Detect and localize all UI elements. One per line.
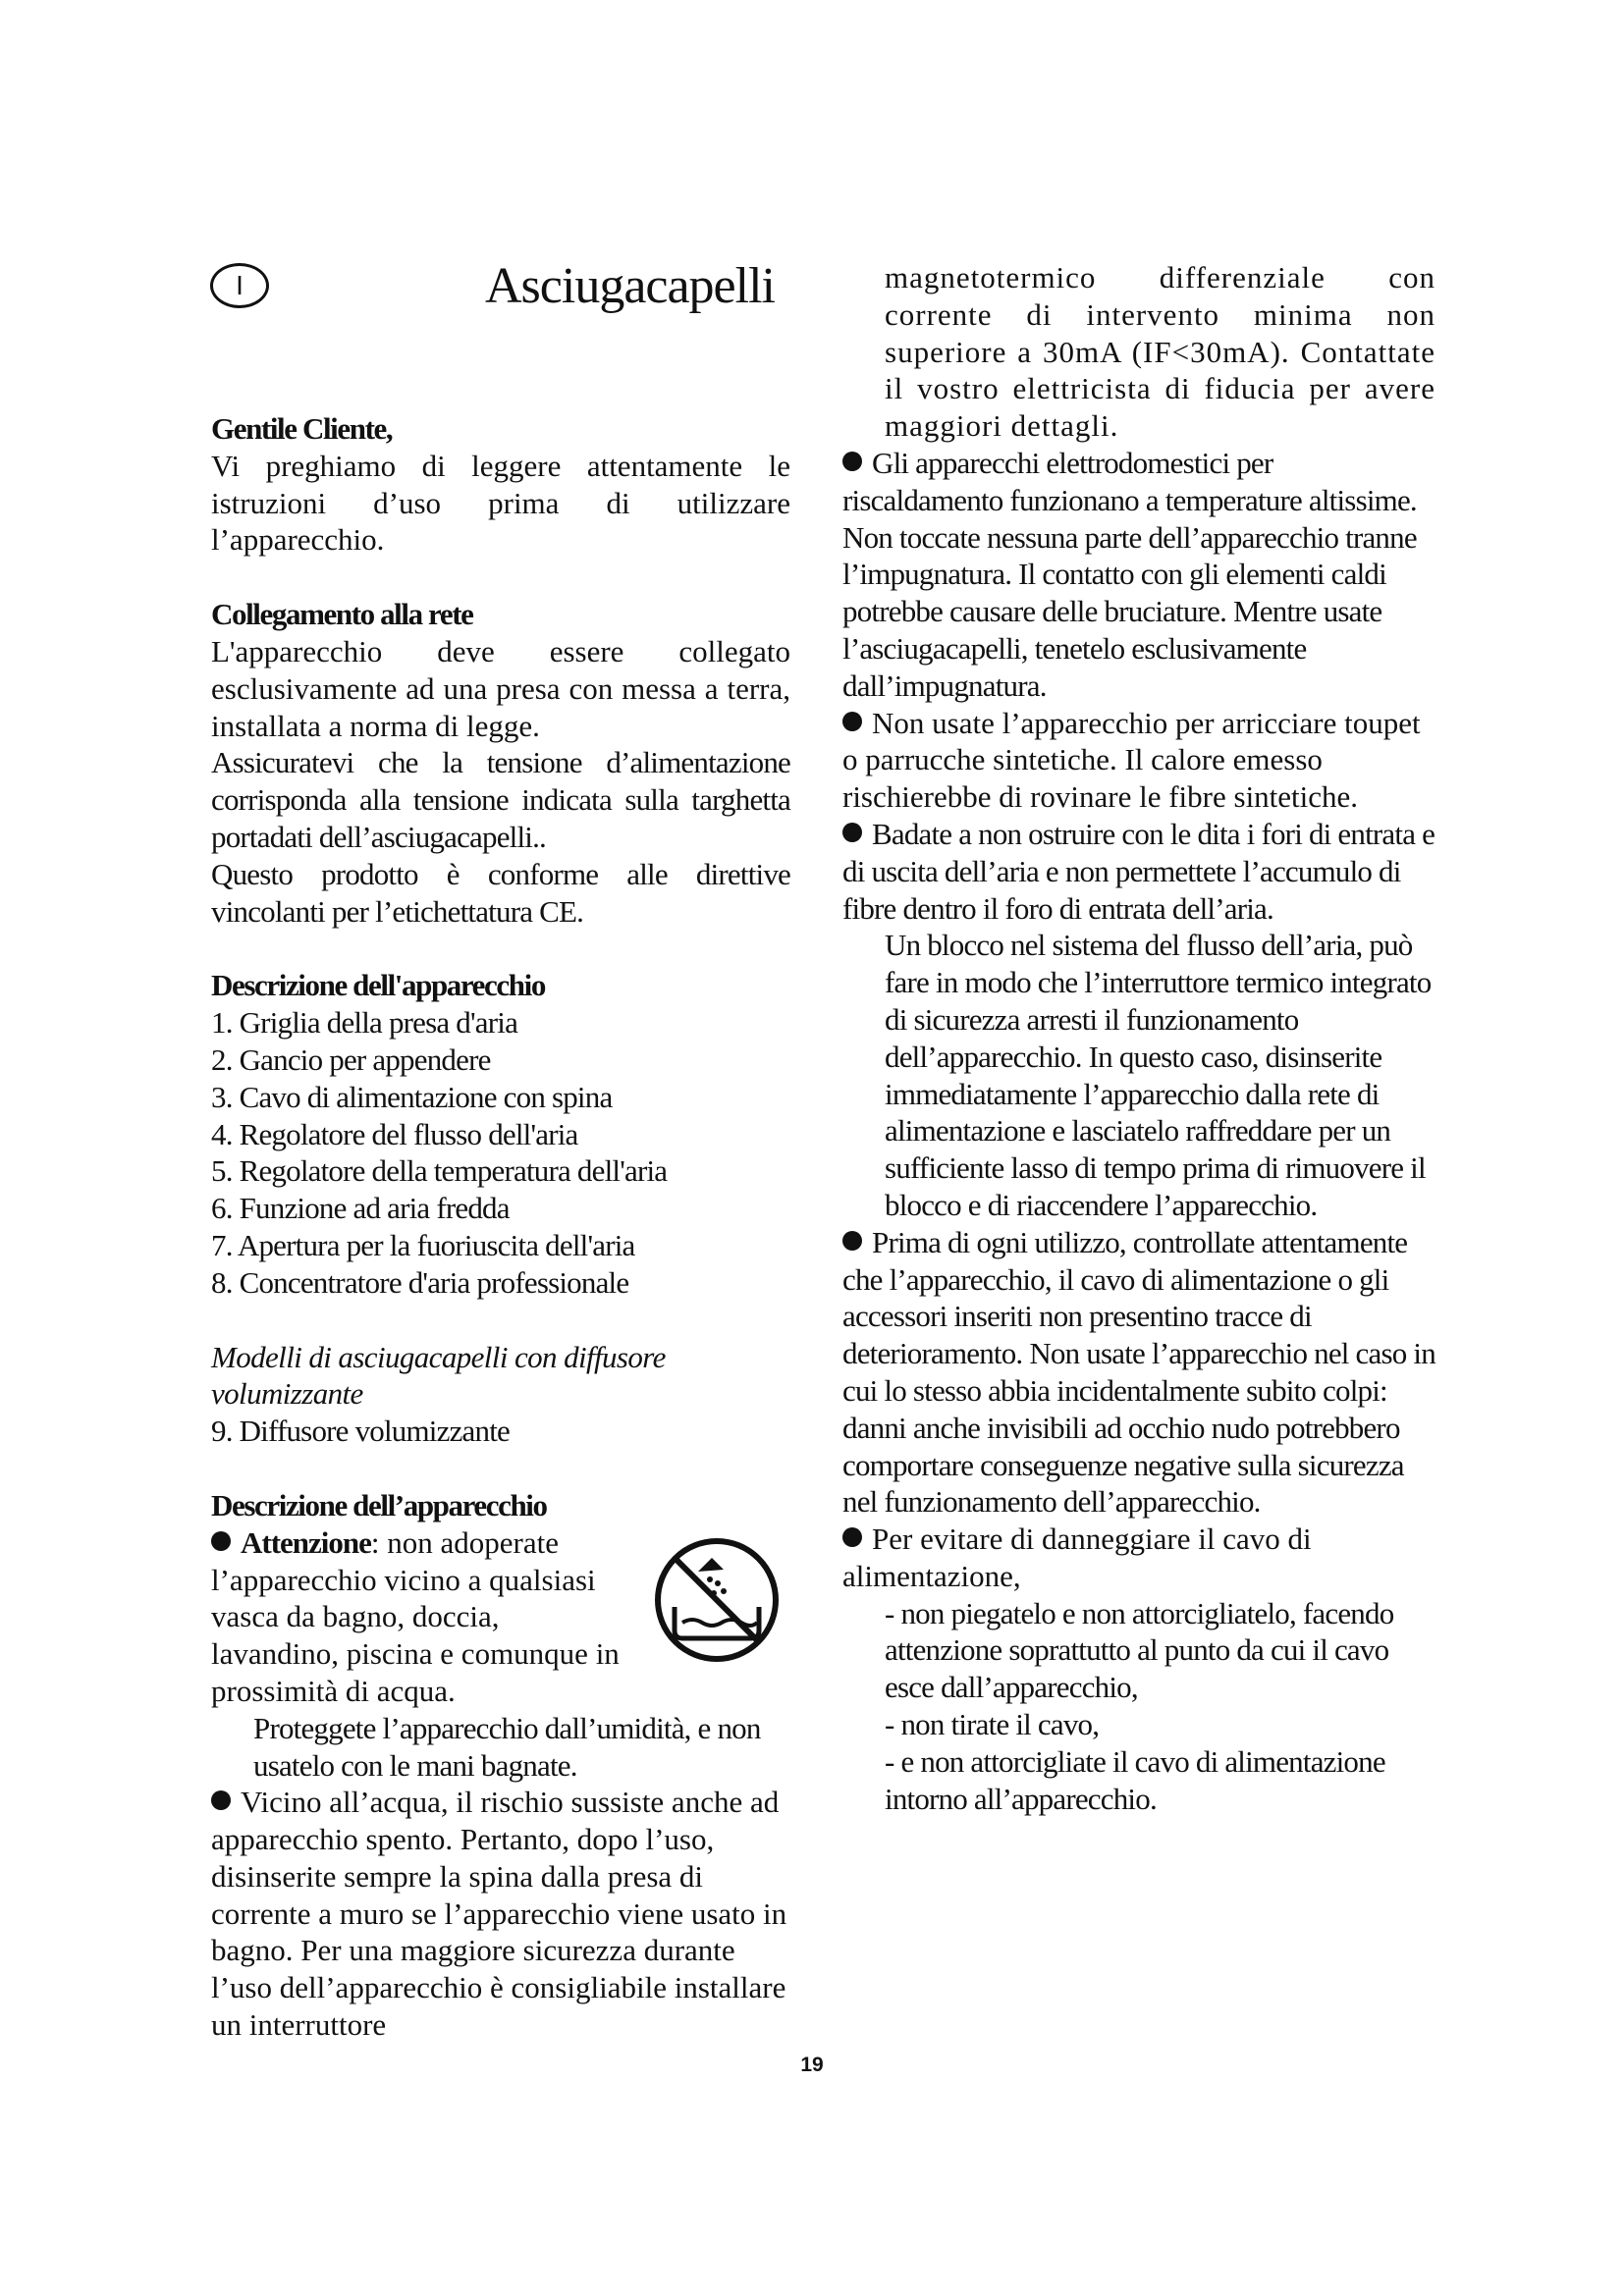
continuation-paragraph: magnetotermico differenziale con corrente di intervento minima non superiore a 30mA (IF<30mA). Contattate il vostro elettricista di fiducia per avere maggiori dettagli. — [885, 260, 1435, 444]
connection-heading: Collegamento alla rete — [211, 597, 473, 632]
cable-bullet-text: Per evitare di danneggiare il cavo di alimentazione, — [842, 1522, 1312, 1593]
parts-list-item: 1. Griglia della presa d'aria — [211, 1005, 518, 1041]
bullet-dot — [842, 452, 862, 471]
bullet-dot — [842, 823, 862, 842]
right-column — [842, 259, 1435, 1817]
connection-paragraph-1: L'apparecchio deve essere collegato esclusivamente ad una presa con messa a terra, installata a norma di legge. — [211, 633, 790, 743]
description-heading: Descrizione dell'apparecchio — [211, 968, 545, 1003]
left-column — [211, 410, 790, 2044]
cable-bullet — [842, 1521, 1435, 1595]
warning-text-2: Proteggete l’apparecchio dall’umidità, e non usatelo con le mani bagnate. — [253, 1710, 761, 1783]
greeting-heading: Gentile Cliente, — [211, 411, 393, 446]
bullet-dot — [211, 1790, 231, 1810]
hot-bullet-text: Gli apparecchi elettrodomestici per riscaldamento funzionano a temperature altissime. Non toccate nessuna parte dell’apparecchio tranne l’impugnatura. Il contatto con gli elementi caldi potrebbe causare delle bruciature. Mentre usate l’asciugacapelli, tenetelo esclusivamente dall’impugnatura. — [842, 445, 1417, 703]
diffuser-heading: Modelli di asciugacapelli con diffusore volumizzante — [211, 1339, 666, 1412]
bullet-dot — [842, 1231, 862, 1251]
language-badge: I — [210, 263, 269, 308]
page-number: 19 — [800, 2054, 824, 2076]
near-water-text: Vicino all’acqua, il rischio sussiste anche ad apparecchio spento. Pertanto, dopo l’uso, disinserite sempre la spina dalla presa di corrente a muro se l’apparecchio viene usato in bagno. Per una maggiore sicurezza durante l’uso dell’apparecchio è consigliabile installare un interruttore — [211, 1785, 787, 2043]
no-water-warning-icon — [653, 1536, 781, 1664]
parts-list-item: 6. Funzione ad aria fredda — [211, 1191, 510, 1226]
cable-sublist-item: - non piegatelo e non attorcigliatelo, facendo attenzione soprattutto al punto da cui il cavo esce dall’apparecchio, — [885, 1595, 1394, 1705]
holes-bullet-text-2: Un blocco nel sistema del flusso dell’aria, può fare in modo che l’interruttore termico integrato di sicurezza arresti il funzionamento dell’apparecchio. In questo caso, disinserite immediatamente l’apparecchio dalla rete di alimentazione e lasciatelo raffreddare per un sufficiente lasso di tempo prima di rimuovere il blocco e di riaccendere l’apparecchio. — [885, 928, 1432, 1222]
bullet-dot — [842, 1527, 862, 1547]
hot-bullet — [842, 445, 1435, 705]
parts-list-item: 4. Regolatore del flusso dell'aria — [211, 1116, 578, 1151]
warning-label: Attenzione — [241, 1524, 371, 1560]
cable-sublist-item: - e non attorcigliate il cavo di alimentazione intorno all’apparecchio. — [885, 1743, 1385, 1816]
cable-sublist — [842, 1595, 1435, 1818]
parts-list-item: 8. Concentratore d'aria professionale — [211, 1264, 629, 1300]
parts-list-item: 2. Gancio per appendere — [211, 1041, 491, 1077]
holes-bullet-text: Badate a non ostruire con le dita i fori di entrata e di uscita dell’aria e non permettete l’accumulo di fibre dentro il foro di entrata dell’aria. — [842, 816, 1435, 926]
connection-paragraph-2: Assicuratevi che la tensione d’alimentazione corrisponda alla tensione indicata sulla targhetta portadati dell’asciugacapelli.. — [211, 745, 790, 854]
bullet-dot — [211, 1531, 231, 1551]
near-water-bullet — [211, 1784, 790, 2044]
parts-list-item: 5. Regolatore della temperatura dell'aria — [211, 1153, 668, 1189]
check-bullet — [842, 1224, 1435, 1521]
synthetic-bullet — [842, 705, 1435, 816]
parts-list-item: 3. Cavo di alimentazione con spina — [211, 1079, 613, 1114]
cable-sublist-item: - non tirate il cavo, — [885, 1707, 1100, 1742]
safety-heading: Descrizione dell’apparecchio — [211, 1487, 547, 1522]
holes-bullet — [842, 816, 1435, 1224]
connection-paragraph-3: Questo prodotto è conforme alle direttive vincolanti per l’etichettatura CE. — [211, 856, 790, 929]
diffuser-item: 9. Diffusore volumizzante — [211, 1414, 510, 1449]
intro-paragraph: Vi preghiamo di leggere attentamente le istruzioni d’uso prima di utilizzare l’apparecchio. — [211, 448, 790, 558]
parts-list — [211, 1004, 790, 1301]
warning-text: : non adoperate l’apparecchio vicino a qualsiasi vasca da bagno, doccia, lavandino, piscina e comunque in prossimità di acqua. — [211, 1524, 620, 1708]
page-title: Asciugacapelli — [485, 258, 775, 314]
synthetic-bullet-text: Non usate l’apparecchio per arricciare toupet o parrucche sintetiche. Il calore emesso rischierebbe di rovinare le fibre sintetiche. — [842, 705, 1421, 815]
parts-list-item: 7. Apertura per la fuoriuscita dell'aria — [211, 1227, 635, 1262]
bullet-dot — [842, 712, 862, 731]
check-bullet-text: Prima di ogni utilizzo, controllate attentamente che l’apparecchio, il cavo di alimentazione o gli accessori inseriti non presentino tracce di deterioramento. Non usate l’apparecchio nel caso in cui lo stesso abbia incidentalmente subito colpi: danni anche invisibili ad occhio nudo potrebbero comportare conseguenze negative sulla sicurezza nel funzionamento dell’apparecchio. — [842, 1224, 1435, 1520]
